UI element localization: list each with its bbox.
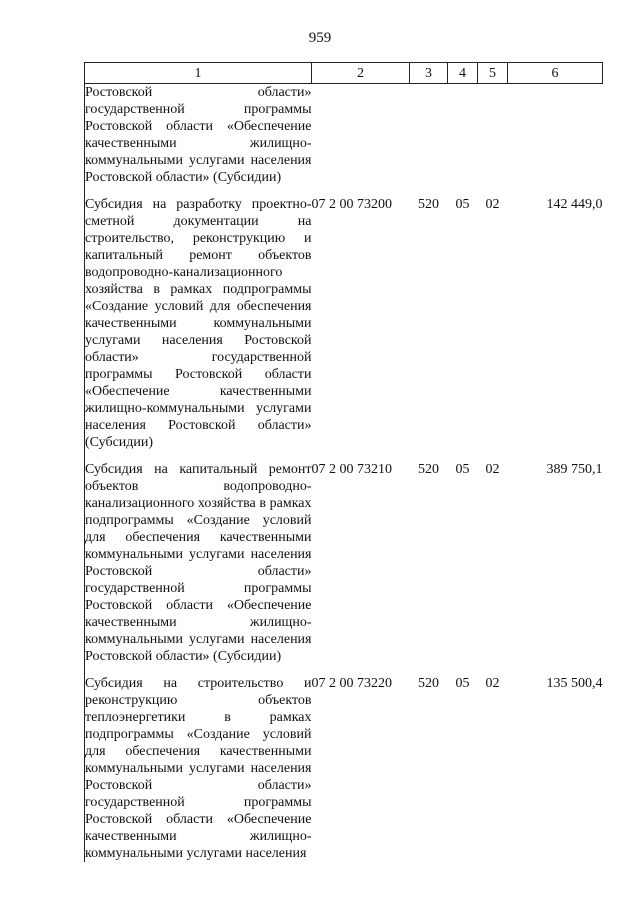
row-description: Субсидия на разработку проектно-сметной документации на строительство, реконструкцию и капитальный ремонт объектов водопроводно-канализационного хозяйства в рамках подпрограммы «Создание условий для обеспечения качественными коммунальными услугами населения Ростовской области» государственной программы Ростовской области «Обеспечение качественными жилищно-коммунальными услугами населения Ростовской области» (Субсидии)	[85, 186, 312, 451]
row-code: 07 2 00 73210	[311, 462, 392, 477]
row-amount: 135 500,4	[546, 676, 603, 691]
budget-table	[84, 62, 603, 862]
table-row	[85, 665, 603, 862]
row-amount: 389 750,1	[546, 462, 603, 477]
row-col5: 02	[485, 676, 500, 691]
row-description: Субсидия на строительство и реконструкцию объектов теплоэнергетики в рамках подпрограммы «Создание условий для обеспечения качественными коммунальными услугами населения Ростовской области» государственной программы Ростовской области «Обеспечение качественными жилищно-коммунальными услугами населения	[85, 665, 312, 862]
column-header-1: 1	[85, 63, 312, 84]
row-col4: 05	[455, 462, 470, 477]
table-header-row	[85, 63, 603, 84]
column-header-4: 4	[448, 63, 478, 84]
row-description: Ростовской области» государственной программы Ростовской области «Обеспечение качественными жилищно-коммунальными услугами населения Ростовской области» (Субсидии)	[85, 85, 312, 185]
row-col3	[410, 84, 448, 187]
row-col4: 05	[455, 197, 470, 212]
row-description: Субсидия на капитальный ремонт объектов водопроводно-канализационного хозяйства в рамках подпрограммы «Создание условий для обеспечения качественными коммунальными услугами населения Ростовской области» государственной программы Ростовской области «Обеспечение качественными жилищно-коммунальными услугами населения Ростовской области» (Субсидии)	[85, 451, 312, 665]
row-code	[312, 84, 410, 187]
row-col5: 02	[485, 462, 500, 477]
page-number: 959	[308, 30, 332, 46]
row-col4	[448, 84, 478, 187]
row-code: 07 2 00 73200	[311, 197, 392, 212]
row-amount: 142 449,0	[546, 197, 603, 212]
table-row	[85, 451, 603, 665]
row-col4: 05	[455, 676, 470, 691]
row-col3: 520	[418, 197, 439, 212]
table-row	[85, 186, 603, 451]
column-header-6: 6	[508, 63, 603, 84]
row-col3: 520	[418, 462, 439, 477]
row-code: 07 2 00 73220	[311, 676, 392, 691]
table-row	[85, 84, 603, 187]
row-col5	[478, 84, 508, 187]
column-header-5: 5	[478, 63, 508, 84]
row-col3: 520	[418, 676, 439, 691]
column-header-2: 2	[312, 63, 410, 84]
row-col5: 02	[485, 197, 500, 212]
column-header-3: 3	[410, 63, 448, 84]
row-amount	[508, 84, 603, 187]
